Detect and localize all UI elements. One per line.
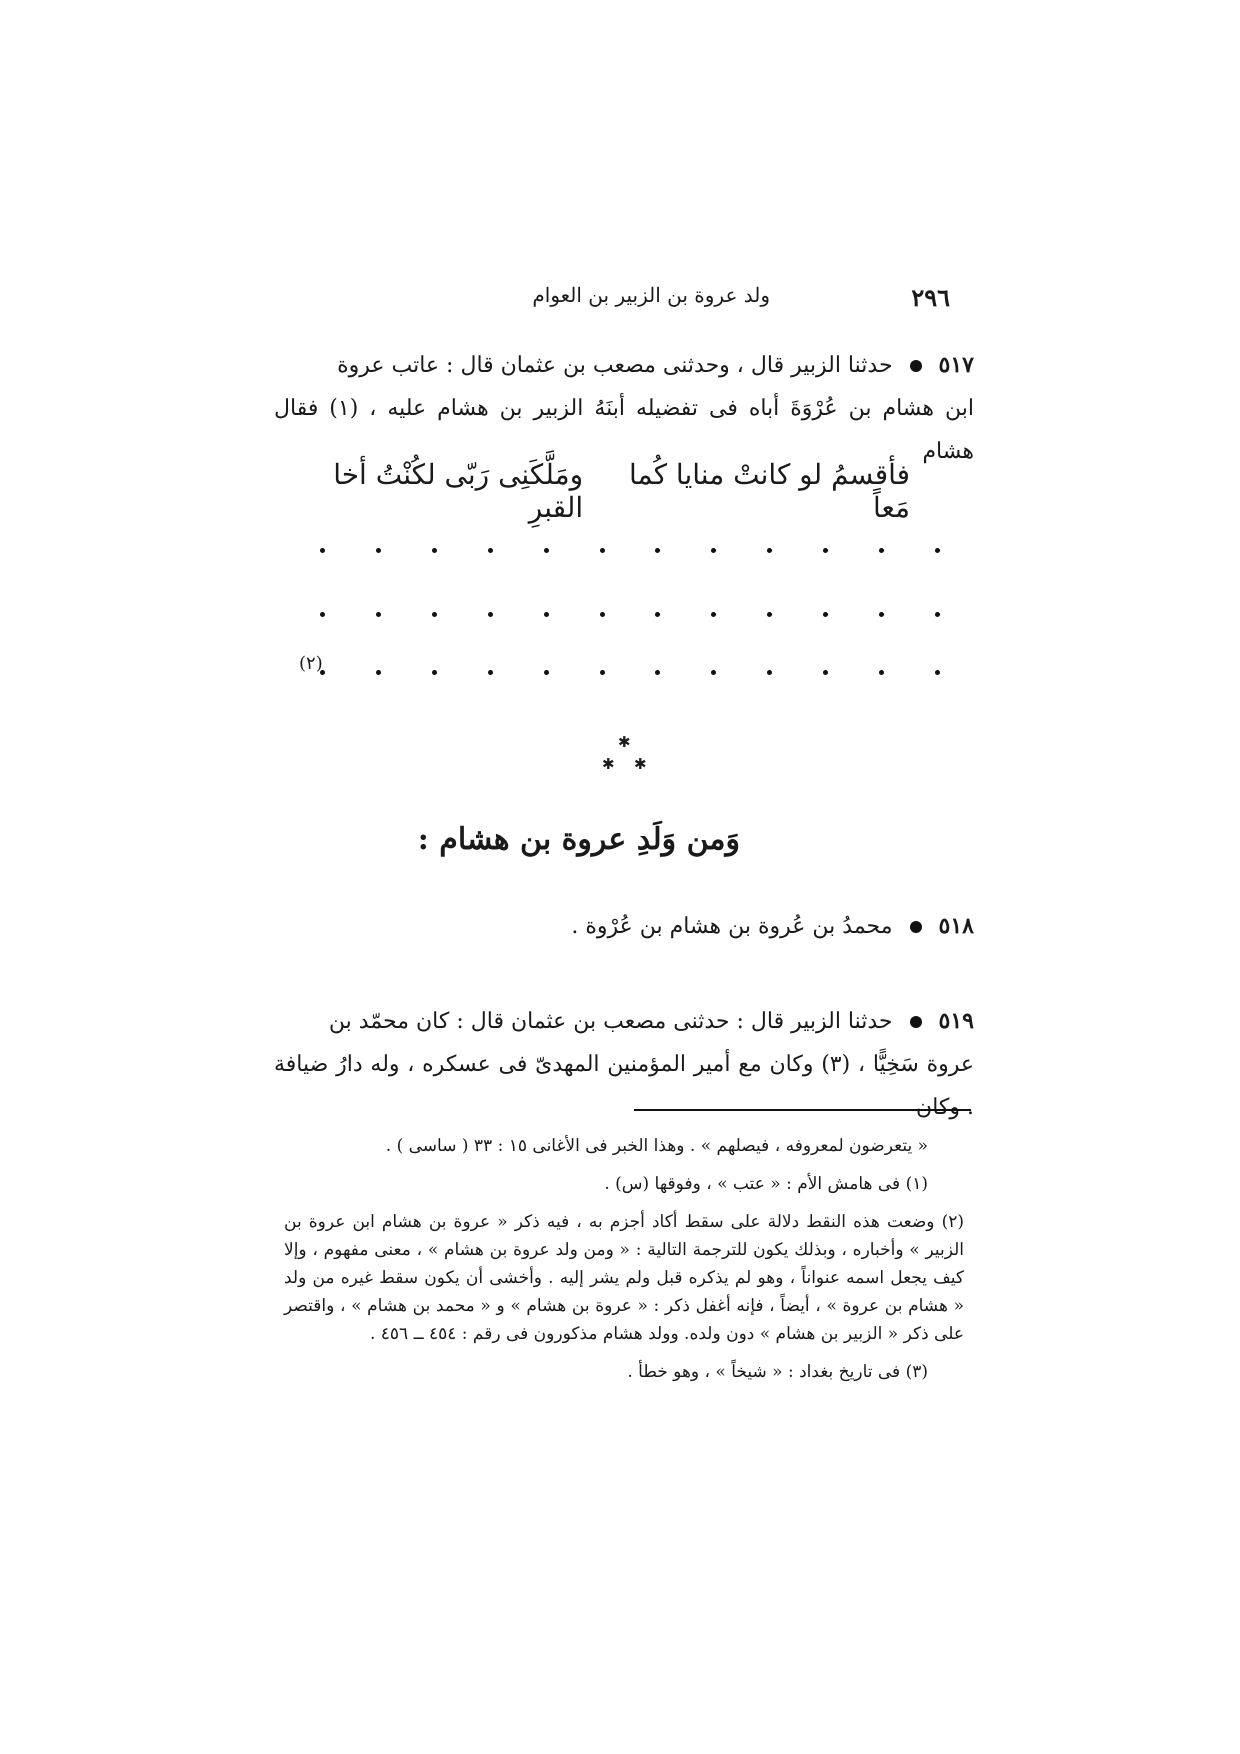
- entry-517-number: ٥١٧: [938, 352, 974, 378]
- ellipsis-dot: [823, 612, 828, 617]
- ellipsis-dot: [600, 670, 605, 675]
- entry-518-number: ٥١٨: [938, 913, 974, 939]
- ellipsis-dot: [432, 548, 437, 553]
- star-icon: ✱: [618, 733, 631, 751]
- page-number: ٢٩٦: [911, 283, 950, 312]
- entry-519-text-1: حدثنا الزبير قال : حدثنى مصعب بن عثمان قال : كان محمّد بن: [328, 1009, 893, 1034]
- ellipsis-dot: [488, 548, 493, 553]
- footnote-3: (٣) فى تاريخ بغداد : « شيخاً » ، وهو خطأ .: [627, 1362, 928, 1382]
- ellipsis-dot: [879, 548, 884, 553]
- ellipsis-dot: [935, 548, 940, 553]
- ellipsis-dot: [320, 548, 325, 553]
- ellipsis-dot: [600, 548, 605, 553]
- ellipsis-dot: [655, 612, 660, 617]
- entry-517-line-1: [274, 344, 974, 387]
- entry-518-text: محمدُ بن عُروة بن هشام بن عُرْوة .: [571, 914, 893, 939]
- ellipsis-dot: [544, 548, 549, 553]
- entry-519-line-1: [274, 1000, 974, 1043]
- bullet-icon: [910, 1016, 922, 1028]
- ellipsis-row-3: [320, 670, 940, 690]
- entry-519-number: ٥١٩: [938, 1008, 974, 1034]
- ellipsis-dot: [432, 670, 437, 675]
- footnote-2: (٢) وضعت هذه النقط دلالة على سقط أكاد أجزم به ، فيه ذكر « عروة بن هشام ابن عروة بن الزبير » وأخباره ، وبذلك يكون للترجمة التالية : « ومن ولد عروة بن هشام » ، معنى مفهوم ، وإلا كيف يجعل اسمه عنواناً ، وهو لم يذكره قبل ولم يشر إليه . وأخشى أن يكون سقط غيره من ولد « هشام بن عروة » ، أيضاً ، فإنه أغفل ذكر : « عروة بن هشام » و « محمد بن هشام » ، واقتصر على ذكر « الزبير بن هشام » دون ولده. وولد هشام مذكورون فى رقم : ٤٥٤ ــ ٤٥٦ .: [284, 1212, 964, 1344]
- ellipsis-dot: [544, 670, 549, 675]
- star-icon: ✱: [634, 755, 647, 773]
- ellipsis-dot: [488, 612, 493, 617]
- ellipsis-row-1: [320, 548, 940, 568]
- poem-verse: [270, 458, 910, 524]
- entry-517-line-2: ابن هشام بن عُرْوَةَ أباه فى تفضيله أبنَهُ الزبير بن هشام عليه ، (١) فقال هشام: [274, 396, 974, 464]
- ellipsis-dot: [767, 612, 772, 617]
- ellipsis-dot: [767, 670, 772, 675]
- ellipsis-dot: [879, 612, 884, 617]
- entry-517-text-1: حدثنا الزبير قال ، وحدثنى مصعب بن عثمان قال : عاتب عروة: [337, 353, 893, 378]
- running-title: ولد عروة بن الزبير بن العوام: [532, 283, 770, 307]
- footnote-2-marker: (٢): [299, 653, 323, 674]
- star-icon: ✱: [602, 755, 615, 773]
- ellipsis-dot: [655, 548, 660, 553]
- page-header: [520, 283, 950, 319]
- entry-519-line-2: عروة سَخِيًّا ، (٣) وكان مع أمير المؤمنين المهدىّ فى عسكره ، وله دارُ ضيافة . وكان: [274, 1052, 974, 1120]
- ellipsis-dot: [879, 670, 884, 675]
- bullet-icon: [910, 360, 922, 372]
- ellipsis-dot: [767, 548, 772, 553]
- ellipsis-dot: [432, 612, 437, 617]
- ellipsis-dot: [711, 548, 716, 553]
- ellipsis-dot: [823, 670, 828, 675]
- ellipsis-dot: [655, 670, 660, 675]
- ellipsis-dot: [376, 612, 381, 617]
- ellipsis-dot: [711, 670, 716, 675]
- bullet-icon: [910, 921, 922, 933]
- ellipsis-dot: [320, 612, 325, 617]
- ellipsis-dot: [935, 612, 940, 617]
- ellipsis-dot: [376, 548, 381, 553]
- entry-517: [274, 344, 974, 473]
- footnotes: [284, 1132, 964, 1396]
- entry-518: [274, 905, 974, 948]
- ellipsis-dot: [600, 612, 605, 617]
- verse-hemistich-2: ومَلَّكَنِى رَبّى لكُنْتُ أخا القبرِ: [333, 458, 584, 524]
- ellipsis-dot: [823, 548, 828, 553]
- verse-hemistich-1: فأقسمُ لو كانتْ منايا كُما مَعاً: [628, 458, 910, 524]
- ellipsis-dot: [711, 612, 716, 617]
- footnote-divider: [634, 1109, 971, 1111]
- ellipsis-dot: [544, 612, 549, 617]
- section-heading: وَمن وَلَدِ عروة بن هشام :: [417, 822, 740, 857]
- section-divider-stars: [600, 735, 650, 780]
- ellipsis-dot: [376, 670, 381, 675]
- footnote-1: (١) فى هامش الأم : « عتب » ، وفوقها (س) .: [604, 1174, 928, 1194]
- ellipsis-dot: [488, 670, 493, 675]
- footnote-continuation: « يتعرضون لمعروفه ، فيصلهم » . وهذا الخبر فى الأغانى ١٥ : ٣٣ ( ساسى ) .: [385, 1136, 928, 1156]
- entry-518-line: [274, 905, 974, 948]
- ellipsis-dot: [935, 670, 940, 675]
- ellipsis-row-2: [320, 612, 940, 632]
